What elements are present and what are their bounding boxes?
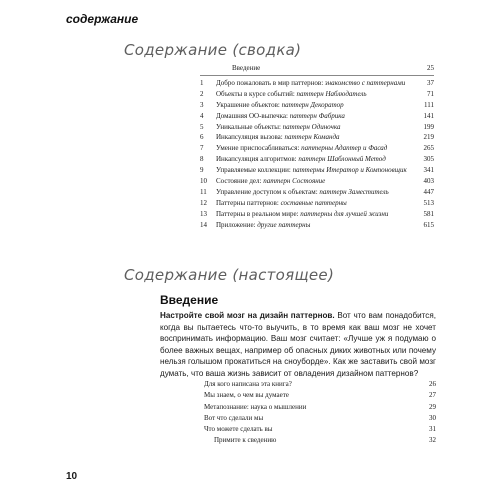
chapter-number: 8: [200, 155, 204, 164]
chapter-page: 219: [423, 133, 434, 142]
chapter-number: 14: [200, 220, 207, 229]
detailed-toc: [204, 379, 436, 447]
detailed-contents-heading: Содержание (настоящее): [124, 266, 335, 284]
chapter-subtitle: паттерны Итератор и Компоновщик: [292, 166, 407, 175]
running-head: содержание: [66, 12, 139, 26]
section-title: Вот что сделали мы: [204, 413, 264, 422]
chapter-number: 4: [200, 111, 204, 120]
section-page: 27: [429, 391, 436, 400]
chapter-title: Состояние дел: паттерн Состояние: [216, 177, 326, 186]
chapter-page: 615: [423, 220, 434, 229]
chapter-title: Инкапсуляция вызова: паттерн Команда: [216, 133, 340, 142]
toc-row[interactable]: [200, 78, 434, 89]
chapter-subtitle: паттерн Одиночка: [282, 122, 341, 131]
chapter-number: 6: [200, 133, 204, 142]
chapter-title: Уникальные объекты: паттерн Одиночка: [216, 122, 341, 131]
chapter-title: Введение: [232, 64, 261, 72]
chapter-number: 7: [200, 144, 204, 153]
section-title: Мы знаем, о чем вы думаете: [204, 391, 289, 400]
section-title: Что можете сделать вы: [204, 425, 273, 434]
toc-row[interactable]: [200, 111, 434, 122]
chapter-page: 305: [423, 155, 434, 164]
chapter-title: Паттерны паттернов: составные паттерны: [216, 198, 347, 207]
chapter-subtitle: паттерн Команда: [284, 133, 340, 142]
section-page: 32: [429, 436, 436, 445]
chapter-page: 341: [423, 166, 434, 175]
page-number: 10: [66, 471, 78, 482]
chapter-subtitle: паттерн Состояние: [263, 177, 326, 186]
toc-row[interactable]: [200, 209, 434, 220]
chapter-page: 581: [423, 209, 434, 218]
chapter-page: 25: [427, 64, 434, 72]
chapter-subtitle: паттерн Декоратор: [281, 100, 344, 109]
chapter-title: Объекты в курсе событий: паттерн Наблюдатель: [216, 89, 367, 98]
toc-row[interactable]: [200, 63, 434, 74]
chapter-number: 12: [200, 198, 207, 207]
chapter-number: 13: [200, 209, 207, 218]
chapter-number: 1: [200, 78, 204, 87]
toc-row[interactable]: [204, 390, 436, 401]
chapter-number: 3: [200, 100, 204, 109]
toc-row[interactable]: [200, 165, 434, 176]
toc-row[interactable]: [200, 154, 434, 165]
toc-row[interactable]: [204, 435, 436, 446]
chapter-subtitle: другие паттерны: [257, 220, 311, 229]
chapter-number: 11: [200, 187, 207, 196]
chapter-number: 5: [200, 122, 204, 131]
section-page: 30: [429, 413, 436, 422]
toc-row[interactable]: [204, 379, 436, 390]
toc-row[interactable]: [200, 132, 434, 143]
chapter-title: Управление доступом к объектам: паттерн Заместитель: [216, 187, 389, 196]
chapter-title: Добро пожаловать в мир паттернов: знакомство с паттернами: [216, 78, 406, 87]
intro-lead: Настройте свой мозг на дизайн паттернов.: [160, 311, 335, 320]
section-page: 31: [429, 425, 436, 434]
intro-heading: Введение: [160, 293, 219, 307]
chapter-page: 513: [423, 198, 434, 207]
chapter-page: 71: [427, 89, 434, 98]
section-title: Для кого написана эта книга?: [204, 380, 292, 388]
chapter-subtitle: паттерны для лучшей жизни: [300, 209, 389, 218]
chapter-subtitle: паттерн Шаблонный Метод: [298, 155, 386, 164]
intro-body: Вот что вам понадобится, когда вы пытаетесь что-то выучить, в то время как ваш мозг не хочет воспринимать информацию. Ваш мозг считает: «Лучше уж я подумаю о более важных вещах, например об опасных диких животных или почему нельзя голышом прокатиться на сноуборде». Как же заставить свой мозг думать, что ваша жизнь зависит от овладения дизайном паттернов?: [160, 311, 436, 378]
toc-row[interactable]: [204, 413, 436, 424]
chapter-title: Домашняя ОО-выпечка: паттерн Фабрика: [216, 111, 345, 120]
chapter-subtitle: знакомство с паттернами: [324, 78, 406, 87]
chapter-title: Инкапсуляция алгоритмов: паттерн Шаблонный Метод: [216, 155, 386, 164]
toc-row[interactable]: [204, 402, 436, 413]
chapter-subtitle: паттерн Наблюдатель: [296, 89, 367, 98]
chapter-page: 403: [423, 177, 434, 186]
section-page: 29: [429, 402, 436, 411]
toc-row[interactable]: [200, 176, 434, 187]
divider: [200, 75, 434, 76]
chapter-title: Украшение объектов: паттерн Декоратор: [216, 100, 344, 109]
chapter-title: Приложение: другие паттерны: [216, 220, 311, 229]
chapter-subtitle: паттерн Заместитель: [319, 187, 389, 196]
chapter-number: 2: [200, 89, 204, 98]
toc-row[interactable]: [200, 122, 434, 133]
chapter-page: 141: [423, 111, 434, 120]
chapter-subtitle: паттерны Адаптер и Фасад: [301, 144, 388, 153]
chapter-title: Умение приспосабливаться: паттерны Адаптер и Фасад: [216, 144, 388, 153]
toc-row[interactable]: [200, 220, 434, 231]
chapter-page: 111: [424, 100, 434, 109]
brief-toc: [200, 63, 434, 231]
intro-paragraph: [160, 310, 436, 380]
chapter-subtitle: составные паттерны: [280, 198, 347, 207]
toc-row[interactable]: [200, 198, 434, 209]
chapter-title: Управляемые коллекции: паттерны Итератор и Компоновщик: [216, 166, 407, 175]
section-page: 26: [429, 380, 436, 388]
chapter-title: Паттерны в реальном мире: паттерны для лучшей жизни: [216, 209, 389, 218]
toc-row[interactable]: [200, 187, 434, 198]
toc-row[interactable]: [200, 89, 434, 100]
toc-row[interactable]: [200, 100, 434, 111]
chapter-number: 9: [200, 166, 204, 175]
toc-row[interactable]: [200, 143, 434, 154]
chapter-page: 265: [423, 144, 434, 153]
section-title: Метапознание: наука о мышлении: [204, 402, 307, 411]
brief-contents-heading: Содержание (сводка): [124, 41, 302, 59]
chapter-page: 447: [423, 187, 434, 196]
chapter-subtitle: паттерн Фабрика: [289, 111, 345, 120]
chapter-number: 10: [200, 177, 207, 186]
chapter-page: 37: [427, 78, 434, 87]
chapter-page: 199: [423, 122, 434, 131]
toc-row[interactable]: [204, 424, 436, 435]
section-title: Примите к сведению: [214, 436, 277, 445]
